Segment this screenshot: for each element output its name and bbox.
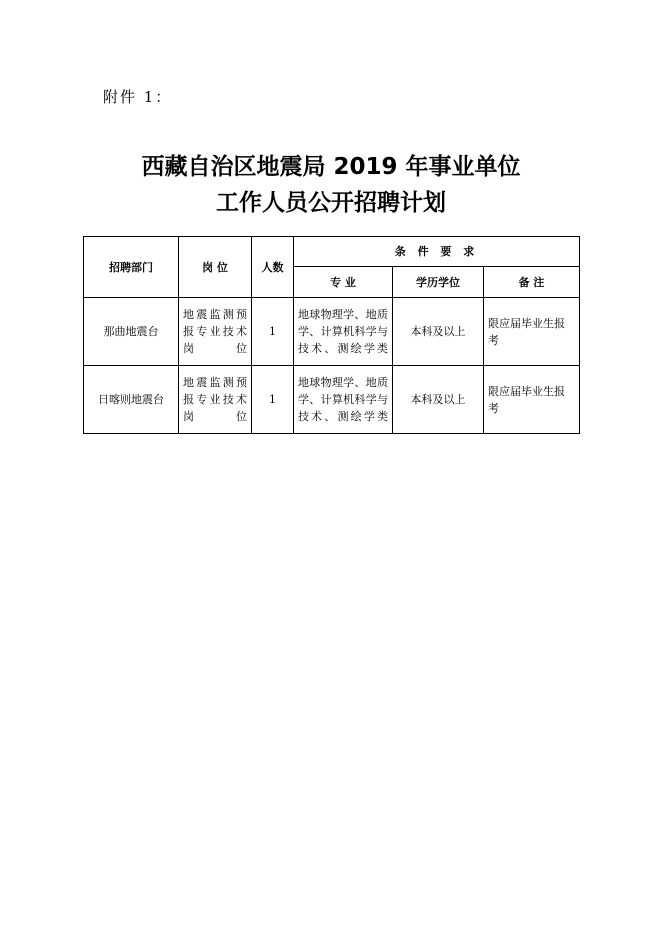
cell-count: 1 [252, 366, 294, 434]
header-requirements: 条 件 要 求 [294, 237, 580, 267]
cell-remark: 限应届毕业生报考 [484, 298, 580, 366]
header-count: 人数 [252, 237, 294, 298]
cell-degree: 本科及以上 [393, 366, 484, 434]
header-position: 岗 位 [179, 237, 252, 298]
cell-major: 地球物理学、地质学、计算机科学与技术、测绘学类 [294, 366, 393, 434]
document-title-line-2: 工作人员公开招聘计划 [216, 190, 446, 216]
cell-position: 地震监测预报专业技术岗位 [179, 298, 252, 366]
table-header-row [84, 237, 580, 267]
cell-department: 日喀则地震台 [84, 366, 179, 434]
header-remark: 备 注 [484, 267, 580, 298]
header-degree: 学历学位 [393, 267, 484, 298]
header-department: 招聘部门 [84, 237, 179, 298]
cell-count: 1 [252, 298, 294, 366]
header-major: 专 业 [294, 267, 393, 298]
cell-major: 地球物理学、地质学、计算机科学与技术、测绘学类 [294, 298, 393, 366]
recruitment-plan-table [83, 236, 580, 434]
table-row [84, 366, 580, 434]
cell-degree: 本科及以上 [393, 298, 484, 366]
table-row [84, 298, 580, 366]
cell-remark: 限应届毕业生报考 [484, 366, 580, 434]
cell-department: 那曲地震台 [84, 298, 179, 366]
attachment-label: 附件 1： [103, 88, 173, 106]
cell-position: 地震监测预报专业技术岗位 [179, 366, 252, 434]
document-title-line-1: 西藏自治区地震局 2019 年事业单位 [141, 154, 521, 180]
